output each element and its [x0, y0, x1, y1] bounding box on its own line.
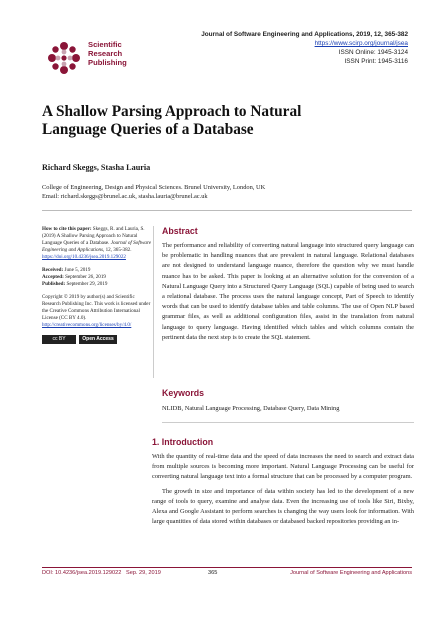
keywords-text: NLIDB, Natural Language Processing, Database Query, Data Mining — [162, 405, 340, 412]
citation-block — [42, 226, 152, 261]
open-access-badge: Open Access — [79, 335, 117, 344]
intro-paragraph: With the quantity of real-time data and the speed of data increases the need to search and extract data from multiple sources is becoming more important. Natural Language Processing can be useful for converting natural language text into a formal structure that can be processed by a computer program. — [152, 453, 414, 481]
publisher-name-line: Scientific — [88, 40, 122, 49]
license-badges — [42, 335, 152, 344]
publisher-name-line: Publishing — [88, 58, 127, 67]
paper-title — [42, 103, 402, 139]
sidebar-divider — [153, 226, 154, 378]
journal-citation: Journal of Software Engineering and Applications, 2019, 12, 365-382 — [201, 31, 408, 38]
affiliation-block — [42, 183, 402, 201]
introduction-heading: 1. Introduction — [152, 437, 214, 447]
intro-paragraph: The growth in size and importance of data within society has led to the development of a new range of tools to query, examine and analyse data. Even the increasing use of tools like Siri, Bixby, Alexa and Google Assistant to perform searches is changing the way users look for information. With large quantities of data stored within databases or databased backed repositories providing an in- — [152, 487, 414, 526]
header-divider — [42, 210, 412, 211]
footer-doi — [42, 570, 161, 576]
journal-header — [148, 30, 408, 66]
paper-authors: Richard Skeggs, Stasha Lauria — [42, 163, 151, 172]
dates-block — [42, 267, 152, 288]
cite-text: Skeggs, R. and Lauria, S. (2019) A Shallow Parsing Approach to Natural Language Queries of a Database. — [42, 226, 145, 246]
cite-doi-link[interactable]: https://doi.org/10.4236/jsea.2019.129022 — [42, 254, 126, 260]
accepted-label: Accepted: — [42, 274, 64, 280]
keywords-divider — [162, 422, 414, 423]
cc-by-badge[interactable]: cc BY — [42, 335, 76, 344]
received-date: June 5, 2019 — [64, 267, 91, 273]
introduction-body — [152, 452, 414, 531]
scirp-flower-logo-icon — [44, 38, 84, 78]
footer-date: Sep. 29, 2019 — [125, 570, 161, 576]
paper-title-line: A Shallow Parsing Approach to Natural — [42, 103, 302, 120]
article-info-sidebar — [42, 226, 152, 344]
cite-journal: Journal of Software Engineering and Applications — [42, 240, 152, 253]
abstract-text: The performance and reliability of converting natural language into structured query language can be problematic in handling nuances that are prevalent in natural language. Relational databases are not designed to understand language nuance, therefore the question why we must handle nuance has to be asked. This paper is looking at an alternative solution for the conversion of a Natural Language Query into a Structured Query Language (SQL) capable of being used to search a relational database. The process uses the natural language concept, Part of Speech to identify words that can be used to identify database tables and table columns. The use of Open NLP based grammar files, as well as additional configuration files, assist in the translation from natural language to query language. Having identified which tables and which columns contain the pertinent data the next step is to create the SQL statement. — [162, 242, 414, 341]
license-link[interactable]: http://creativecommons.org/licenses/by/4.0/ — [42, 322, 132, 328]
publisher-name-line: Research — [88, 49, 123, 58]
keywords-heading: Keywords — [162, 388, 205, 398]
footer-journal: Journal of Software Engineering and Applications — [290, 570, 412, 576]
paper-title-line: Language Queries of a Database — [42, 121, 254, 138]
author-email: Email: richard.skeggs@brunel.ac.uk, stasha.lauria@brunel.ac.uk — [42, 193, 208, 200]
affiliation: College of Engineering, Design and Physical Sciences. Brunel University, London, UK — [42, 184, 266, 191]
published-label: Published: — [42, 281, 66, 287]
footer-divider — [42, 567, 412, 568]
cite-label: How to cite this paper: — [42, 226, 92, 232]
published-date: September 29, 2019 — [66, 281, 108, 287]
cite-volume: , 12, 365-382. — [103, 247, 132, 253]
footer-doi-text: DOI: 10.4236/jsea.2019.129022 — [42, 570, 122, 576]
abstract-heading: Abstract — [162, 226, 198, 236]
received-label: Received: — [42, 267, 64, 273]
footer-page-number: 365 — [208, 570, 218, 576]
issn-print: ISSN Print: 1945-3116 — [344, 58, 408, 65]
copyright-block — [42, 294, 152, 329]
copyright-text: Copyright © 2019 by author(s) and Scientific Research Publishing Inc. This work is licensed under the Creative Commons Attribution International License (CC BY 4.0). — [42, 294, 151, 321]
accepted-date: September 26, 2019 — [65, 274, 106, 280]
publisher-name — [88, 40, 127, 67]
journal-url-link[interactable]: https://www.scirp.org/journal/jsea — [314, 40, 408, 47]
issn-online: ISSN Online: 1945-3124 — [338, 49, 408, 56]
